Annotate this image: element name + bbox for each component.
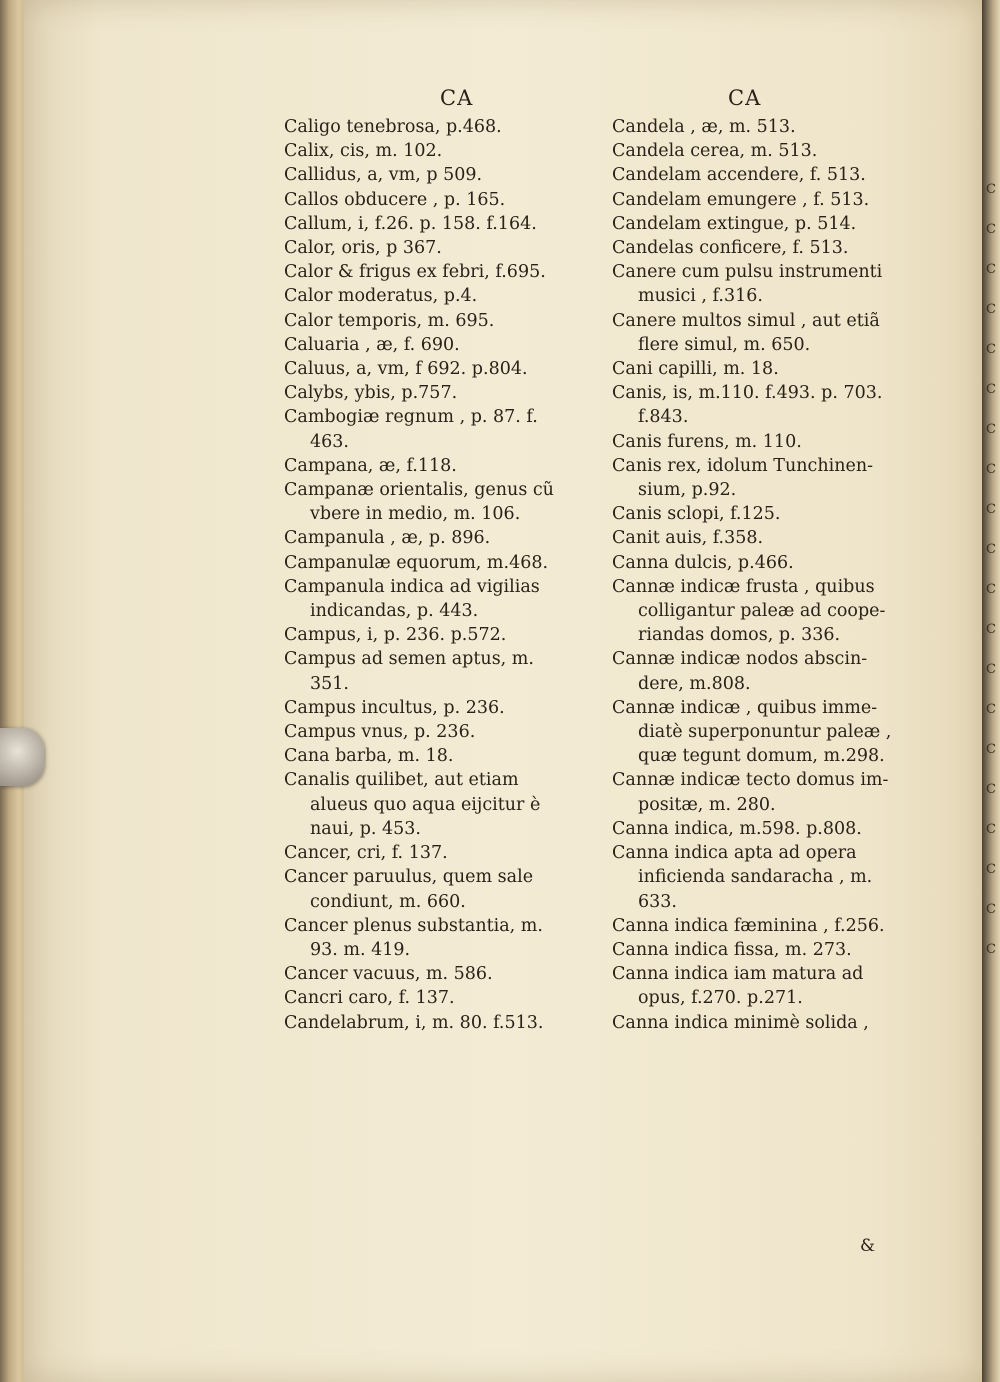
- index-entry: [284, 914, 604, 962]
- index-entry: [284, 647, 604, 695]
- index-entry-headword-line: Caligo tenebrosa, p.468.: [284, 117, 502, 137]
- index-entry-continuation-line: f.843.: [638, 407, 689, 428]
- index-entry: [612, 430, 924, 454]
- index-entry: [284, 841, 604, 865]
- index-entry-headword-line: Candela , æ, m. 513.: [612, 117, 796, 137]
- index-entry-headword-line: Campana, æ, f.118.: [284, 455, 457, 476]
- left-index-column: [284, 115, 604, 1035]
- index-entry: [284, 381, 604, 405]
- index-entry-headword-line: Candelabrum, i, m. 80. f.513.: [284, 1012, 544, 1033]
- index-entry-headword-line: Cancri caro, f. 137.: [284, 988, 455, 1009]
- index-entry-headword-line: Calor, oris, p 367.: [284, 238, 442, 259]
- index-entry-headword-line: Callum, i, f.26. p. 158. f.164.: [284, 213, 537, 234]
- index-entry: [612, 260, 924, 308]
- index-entry-headword-line: Canna indica iam matura ad: [612, 964, 864, 985]
- index-entry: [612, 526, 924, 550]
- index-entry: [284, 720, 604, 744]
- index-entry: [612, 696, 924, 769]
- book-page-edge: [0, 0, 26, 1382]
- index-entry-headword-line: Canna indica apta ad opera: [612, 843, 857, 864]
- index-entry-headword-line: Calybs, ybis, p.757.: [284, 383, 458, 404]
- index-entry: [284, 163, 604, 187]
- index-entry: [284, 188, 604, 212]
- index-entry: [612, 139, 924, 163]
- index-entry-continuation-line: alueus quo aqua eijcitur è: [310, 794, 541, 815]
- index-entry: [612, 817, 924, 841]
- index-entry-headword-line: Campanæ orientalis, genus cũ: [284, 480, 554, 501]
- index-entry-continuation-line: inficienda sandaracha , m.: [638, 867, 873, 888]
- index-entry-headword-line: Caluaria , æ, f. 690.: [284, 334, 460, 355]
- index-entry: [284, 139, 604, 163]
- index-entry: [612, 575, 924, 648]
- index-entry: [284, 454, 604, 478]
- index-entry: [284, 551, 604, 575]
- index-entry-headword-line: Cancer plenus substantia, m.: [284, 915, 543, 936]
- index-entry: [284, 357, 604, 381]
- index-entry-headword-line: Campus incultus, p. 236.: [284, 697, 505, 718]
- index-entry: [284, 986, 604, 1010]
- index-entry: [284, 744, 604, 768]
- index-entry-headword-line: Campus ad semen aptus, m.: [284, 649, 534, 670]
- index-entry-headword-line: Candelam accendere, f. 513.: [612, 165, 866, 186]
- page-clip: [0, 728, 44, 786]
- index-entry-headword-line: Canna indica fæminina , f.256.: [612, 915, 885, 936]
- index-entry-headword-line: Canna indica minimè solida ,: [612, 1012, 869, 1033]
- index-entry-headword-line: Cannæ indicæ nodos abscin-: [612, 649, 868, 670]
- left-column-header: CA: [440, 86, 474, 110]
- index-entry: [284, 865, 604, 913]
- index-entry: [284, 696, 604, 720]
- index-entry-headword-line: Cannæ indicæ , quibus imme-: [612, 697, 878, 718]
- index-entry-continuation-line: 93. m. 419.: [310, 939, 411, 960]
- index-entry-continuation-line: flere simul, m. 650.: [638, 334, 811, 355]
- index-entry-continuation-line: riandas domos, p. 336.: [638, 625, 841, 646]
- index-entry-headword-line: Calor moderatus, p.4.: [284, 286, 478, 307]
- index-entry: [284, 478, 604, 526]
- index-entry: [284, 115, 604, 139]
- index-entry-continuation-line: musici , f.316.: [638, 286, 763, 307]
- index-entry-headword-line: Cannæ indicæ tecto domus im-: [612, 770, 889, 791]
- index-entry-headword-line: Campus vnus, p. 236.: [284, 722, 476, 743]
- index-entry-headword-line: Candelas conficere, f. 513.: [612, 238, 849, 259]
- index-entry: [612, 309, 924, 357]
- index-entry-continuation-line: 633.: [638, 891, 677, 912]
- index-entry-continuation-line: sium, p.92.: [638, 480, 737, 501]
- index-entry-continuation-line: condiunt, m. 660.: [310, 891, 466, 912]
- index-entry-headword-line: Candelam emungere , f. 513.: [612, 189, 870, 210]
- index-entry-continuation-line: colligantur paleæ ad coope-: [638, 601, 886, 622]
- index-entry-headword-line: Canna dulcis, p.466.: [612, 552, 794, 573]
- index-entry-headword-line: Cana barba, m. 18.: [284, 746, 454, 767]
- index-entry-headword-line: Canalis quilibet, aut etiam: [284, 770, 519, 791]
- index-entry: [284, 526, 604, 550]
- index-entry: [612, 454, 924, 502]
- index-entry-continuation-line: positæ, m. 280.: [638, 794, 776, 815]
- index-entry-headword-line: Campanula , æ, p. 896.: [284, 528, 491, 549]
- index-entry: [612, 381, 924, 429]
- index-entry-continuation-line: diatè superponuntur paleæ ,: [638, 722, 892, 743]
- index-entry-headword-line: Calix, cis, m. 102.: [284, 141, 443, 162]
- index-entry-headword-line: Canere multos simul , aut etiã: [612, 310, 880, 331]
- index-entry-continuation-line: 463.: [310, 431, 349, 452]
- index-entry-headword-line: Candela cerea, m. 513.: [612, 141, 818, 162]
- index-entry-continuation-line: dere, m.808.: [638, 673, 751, 694]
- index-entry-continuation-line: quæ tegunt domum, m.298.: [638, 746, 885, 767]
- index-entry-headword-line: Cani capilli, m. 18.: [612, 359, 779, 380]
- index-entry: [612, 357, 924, 381]
- index-entry-headword-line: Canna indica, m.598. p.808.: [612, 818, 862, 839]
- index-entry-headword-line: Calor & frigus ex febri, f.695.: [284, 262, 546, 283]
- index-entry-headword-line: Canere cum pulsu instrumenti: [612, 262, 883, 283]
- index-entry: [284, 962, 604, 986]
- right-column-header: CA: [728, 86, 762, 110]
- index-entry: [612, 212, 924, 236]
- index-entry-headword-line: Canis rex, idolum Tunchinen-: [612, 455, 874, 476]
- index-entry: [612, 647, 924, 695]
- index-entry-headword-line: Calor temporis, m. 695.: [284, 310, 495, 331]
- index-entry-headword-line: Cancer paruulus, quem sale: [284, 867, 534, 888]
- index-entry: [612, 115, 924, 139]
- index-entry-continuation-line: 351.: [310, 673, 349, 694]
- index-entry-continuation-line: opus, f.270. p.271.: [638, 988, 803, 1009]
- index-entry-headword-line: Campus, i, p. 236. p.572.: [284, 625, 507, 646]
- catchword: &: [860, 1236, 876, 1256]
- index-entry: [612, 768, 924, 816]
- index-entry-headword-line: Caluus, a, vm, f 692. p.804.: [284, 359, 528, 380]
- index-entry-headword-line: Canis, is, m.110. f.493. p. 703.: [612, 383, 883, 404]
- index-entry: [284, 236, 604, 260]
- index-entry: [284, 333, 604, 357]
- index-entry: [284, 575, 604, 623]
- index-entry-headword-line: Canit auis, f.358.: [612, 528, 764, 549]
- index-entry-headword-line: Candelam extingue, p. 514.: [612, 213, 857, 234]
- index-entry: [284, 284, 604, 308]
- index-entry: [612, 938, 924, 962]
- index-entry: [612, 188, 924, 212]
- index-entry: [284, 623, 604, 647]
- index-entry-headword-line: Campanula indica ad vigilias: [284, 576, 540, 597]
- index-entry: [284, 309, 604, 333]
- index-entry: [284, 768, 604, 841]
- index-entry: [612, 914, 924, 938]
- index-entry-headword-line: Callidus, a, vm, p 509.: [284, 165, 483, 186]
- index-entry: [612, 841, 924, 914]
- index-entry-headword-line: Cannæ indicæ frusta , quibus: [612, 576, 875, 597]
- index-entry-headword-line: Campanulæ equorum, m.468.: [284, 552, 549, 573]
- index-entry-headword-line: Canis furens, m. 110.: [612, 431, 802, 452]
- index-entry: [612, 551, 924, 575]
- index-entry: [284, 212, 604, 236]
- next-page-edge-letters: C C C C C C C C C C C C C C C C C C C C: [986, 182, 996, 957]
- index-entry: [612, 236, 924, 260]
- index-entry-headword-line: Cancer vacuus, m. 586.: [284, 964, 493, 985]
- index-entry: [612, 962, 924, 1010]
- index-entry: [612, 163, 924, 187]
- index-entry: [612, 1011, 924, 1035]
- index-entry: [284, 405, 604, 453]
- index-entry: [284, 260, 604, 284]
- index-entry-headword-line: Cancer, cri, f. 137.: [284, 843, 448, 864]
- index-entry-headword-line: Canna indica fissa, m. 273.: [612, 939, 852, 960]
- index-entry-headword-line: Callos obducere , p. 165.: [284, 189, 506, 210]
- index-entry-continuation-line: indicandas, p. 443.: [310, 601, 479, 622]
- index-entry-headword-line: Canis sclopi, f.125.: [612, 504, 781, 525]
- index-entry-continuation-line: naui, p. 453.: [310, 818, 421, 839]
- index-entry-headword-line: Cambogiæ regnum , p. 87. f.: [284, 407, 538, 428]
- right-index-column: [612, 115, 924, 1035]
- index-entry: [284, 1011, 604, 1035]
- index-entry-continuation-line: vbere in medio, m. 106.: [310, 504, 521, 525]
- index-entry: [612, 502, 924, 526]
